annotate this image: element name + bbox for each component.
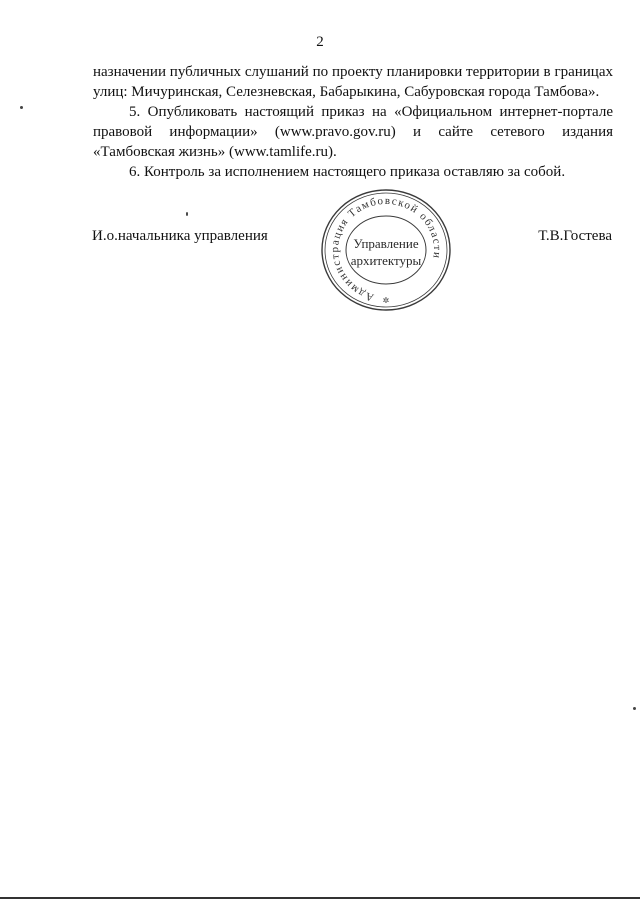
- scan-speck: [633, 707, 636, 710]
- scan-bottom-edge: [0, 897, 640, 899]
- official-seal: [318, 188, 454, 312]
- svg-text:архитектуры: архитектуры: [350, 253, 422, 268]
- page-number: 2: [316, 34, 324, 50]
- scan-speck: [20, 106, 23, 109]
- signatory-name: Т.В.Гостева: [538, 228, 612, 244]
- paragraph-continuation: назначении публичных слушаний по проекту планировки территории в границах улиц: Мичуринская, Селезневская, Бабарыкина, Сабуровская города Тамбова».: [93, 64, 613, 100]
- svg-text:Управление: Управление: [353, 236, 419, 251]
- scan-speck: [186, 212, 188, 216]
- svg-text:Администрация Тамбовской облас: Администрация Тамбовской области: [328, 194, 444, 304]
- signatory-position: И.о.начальника управления: [92, 228, 268, 244]
- svg-text:✲: ✲: [382, 296, 390, 305]
- body-text: [93, 62, 613, 182]
- paragraph-item-6: 6. Контроль за исполнением настоящего приказа оставляю за собой.: [129, 164, 566, 180]
- paragraph-item-5: 5. Опубликовать настоящий приказ на «Официальном интернет-портале правовой информации» (www.pravo.gov.ru) и сайте сетевого издания «Тамбовская жизнь» (www.tamlife.ru).: [93, 104, 613, 160]
